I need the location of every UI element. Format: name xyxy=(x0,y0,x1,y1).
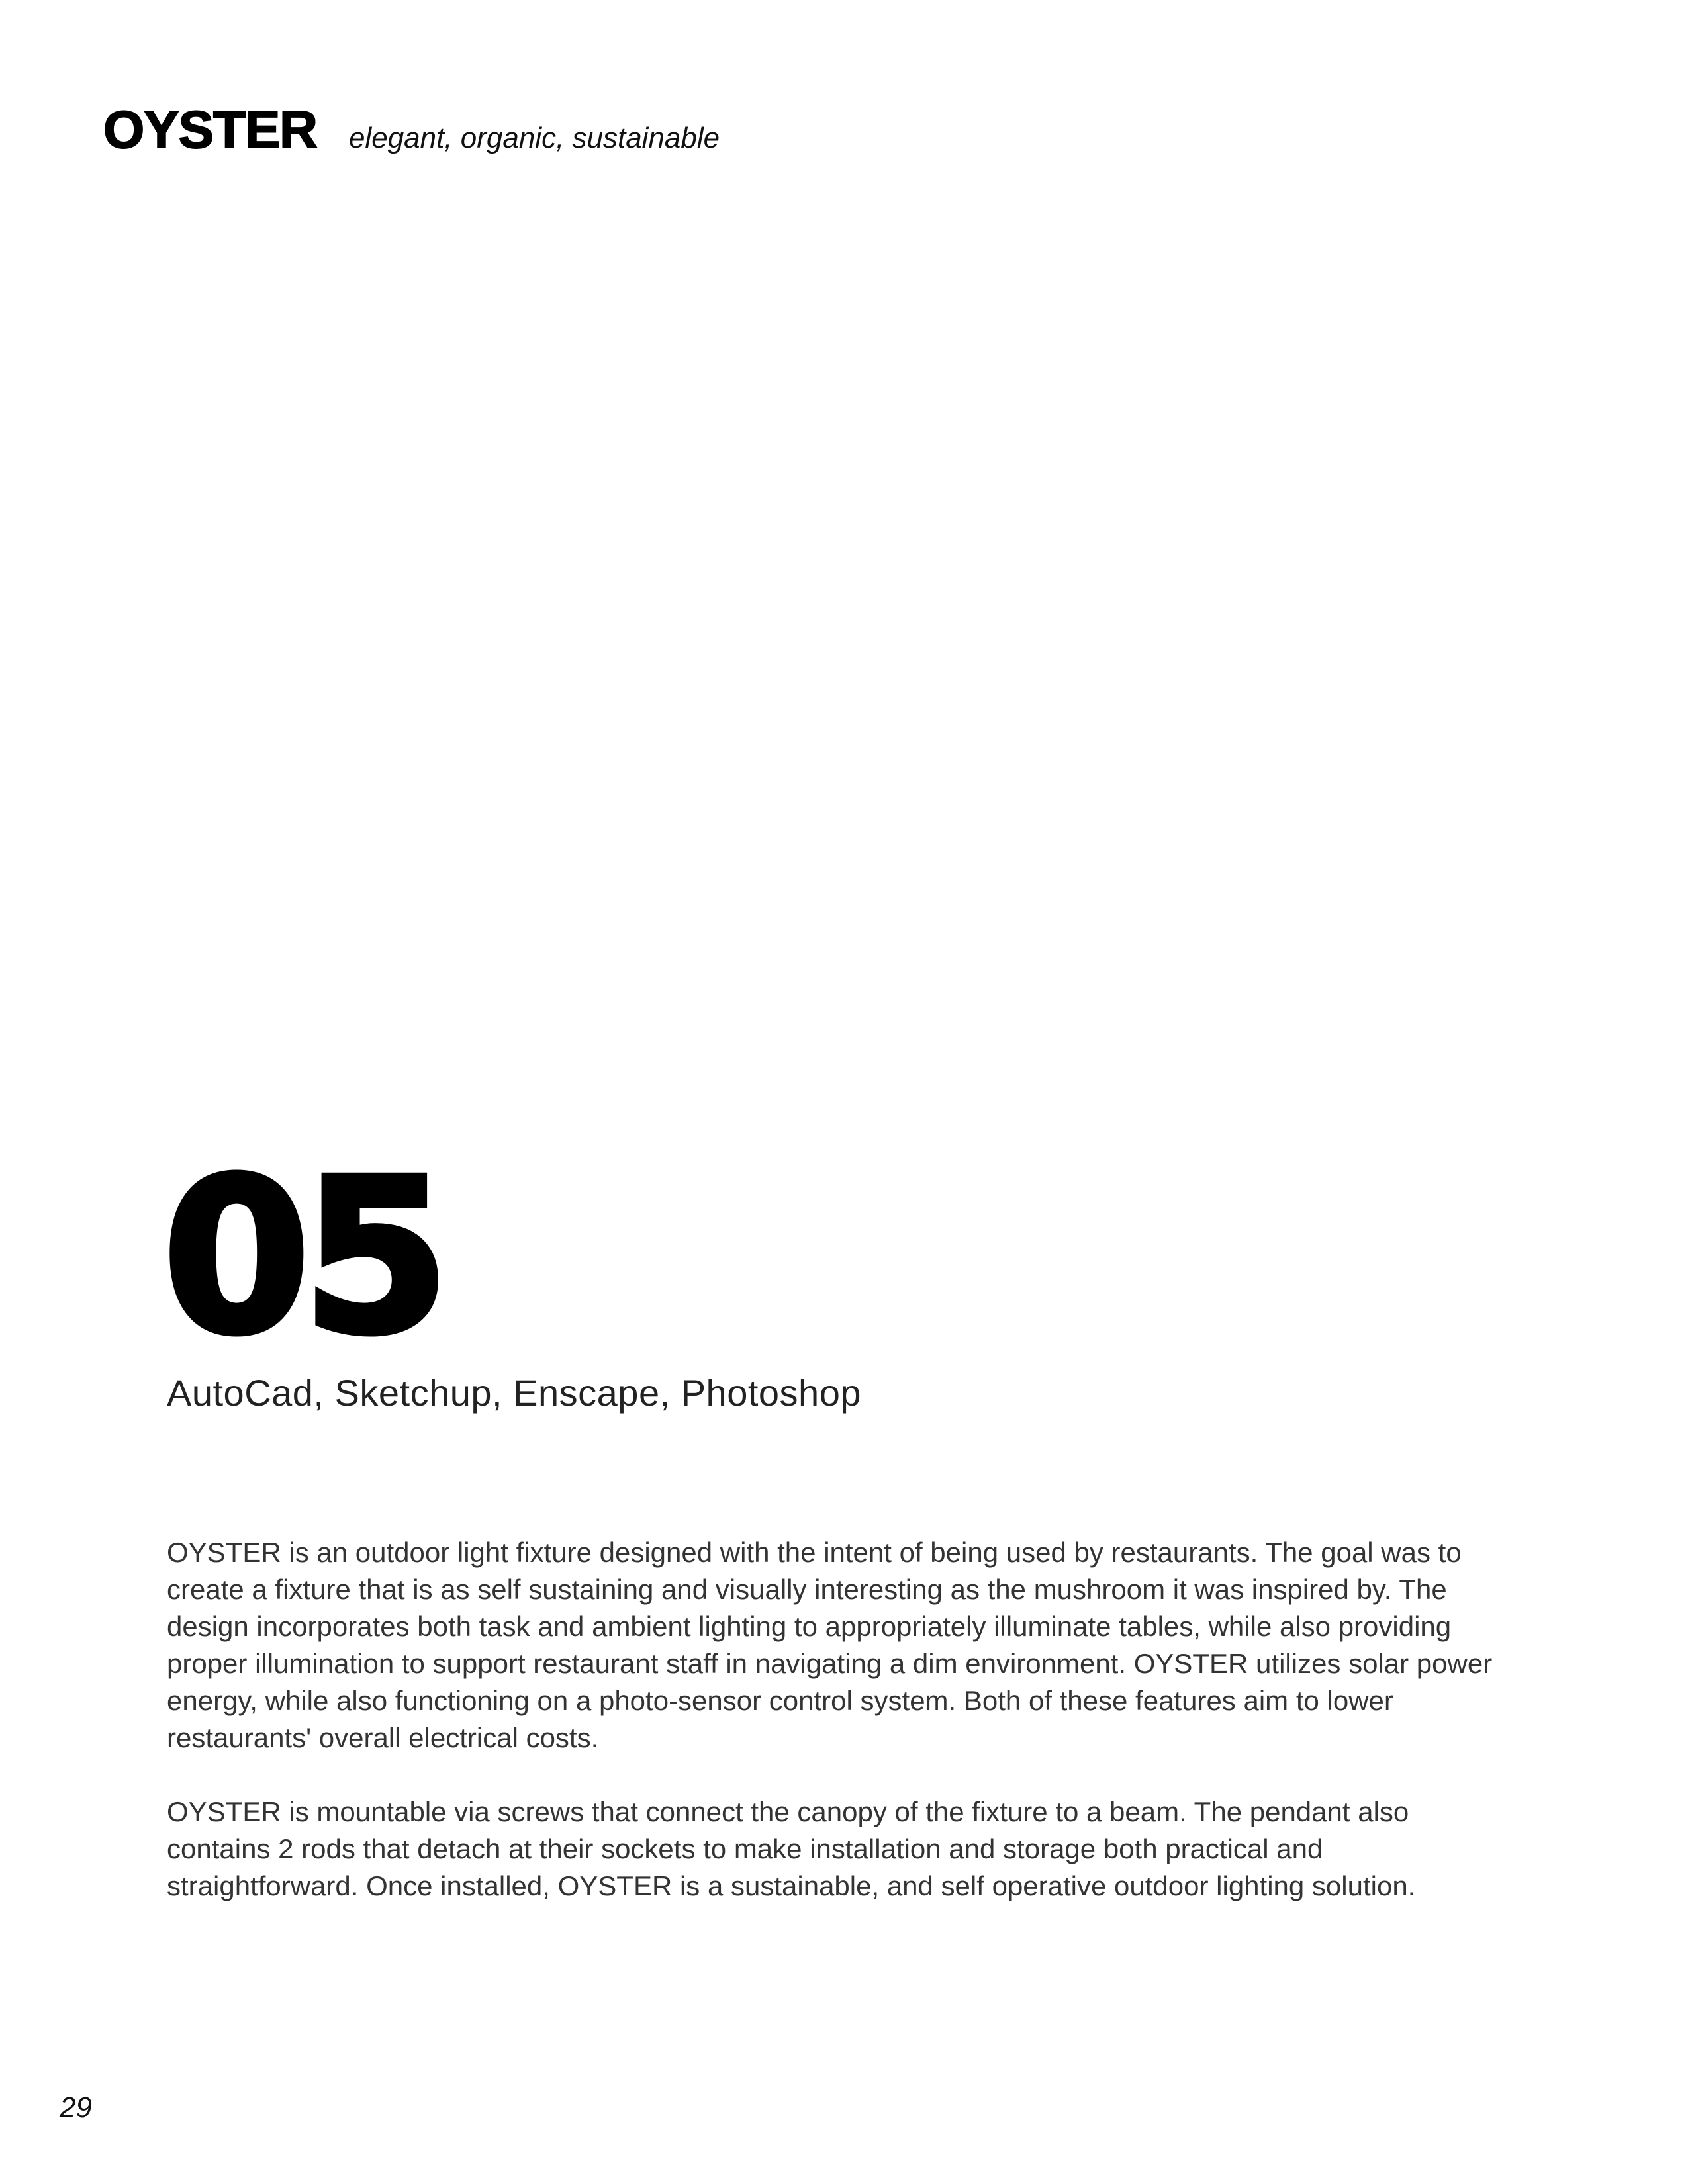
project-tagline: elegant, organic, sustainable xyxy=(348,122,720,154)
software-list: AutoCad, Sketchup, Enscape, Photoshop xyxy=(167,1372,861,1414)
page-header xyxy=(103,99,720,160)
section-number: 05 xyxy=(163,1134,442,1381)
description-paragraph: OYSTER is an outdoor light fixture designed with the intent of being used by restaurants. The goal was to create a fixture that is as self sustaining and visually interesting as the mushroom it was inspired by. The design incorporates both task and ambient lighting to appropriately illuminate tables, while also providing proper illumination to support restaurant staff in navigating a dim environment. OYSTER utilizes solar power energy, while also functioning on a photo-sensor control system. Both of these features aim to lower restaurants' overall electrical costs. xyxy=(167,1537,1493,1753)
project-title: OYSTER xyxy=(103,100,317,159)
project-description xyxy=(167,1534,1497,1942)
page-number: 29 xyxy=(60,2091,92,2124)
description-paragraph: OYSTER is mountable via screws that connect the canopy of the fixture to a beam. The pendant also contains 2 rods that detach at their sockets to make installation and storage both practical and straightforward. Once installed, OYSTER is a sustainable, and self operative outdoor lighting solution. xyxy=(167,1796,1416,1901)
